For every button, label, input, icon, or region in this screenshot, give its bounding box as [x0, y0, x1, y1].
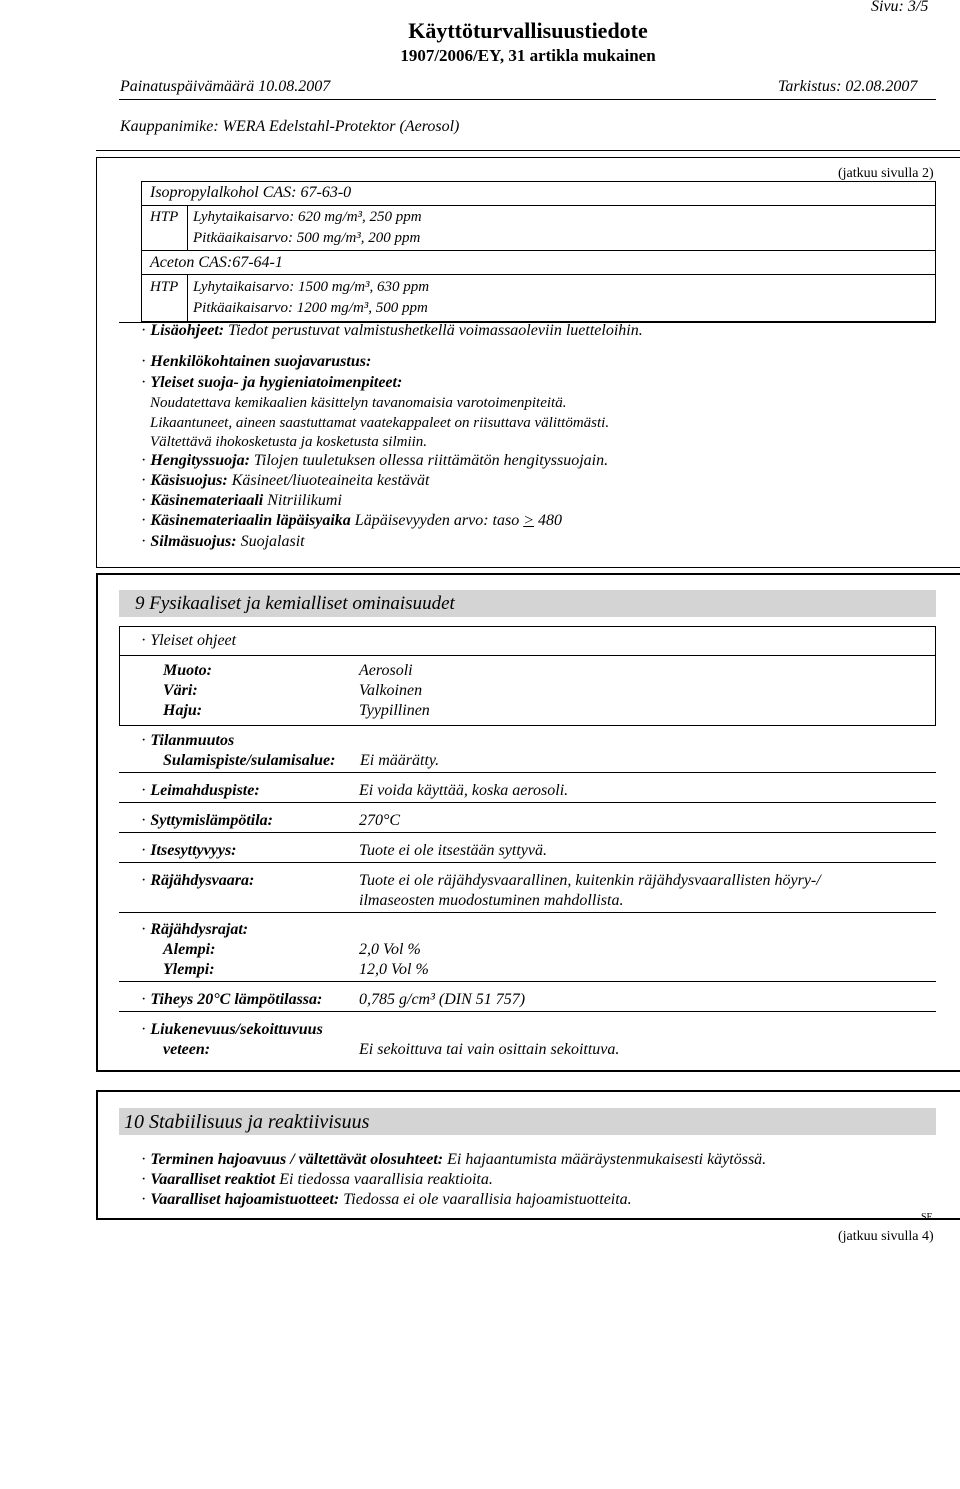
- divider: [119, 981, 936, 982]
- document-subtitle: 1907/2006/EY, 31 artikla mukainen: [400, 46, 656, 65]
- hajoamis-label: Vaaralliset hajoamistuotteet:: [150, 1191, 340, 1208]
- lapaisy-text: Läpäisevyyden arvo: taso: [354, 512, 520, 529]
- divider: [119, 912, 936, 913]
- table-divider: [141, 250, 936, 251]
- bullet: ·: [141, 452, 147, 469]
- muoto-label: Muoto:: [163, 662, 212, 679]
- bullet: ·: [141, 1171, 147, 1188]
- greater-equal-symbol: >: [523, 512, 534, 529]
- divider: [119, 655, 936, 656]
- sytty-line: [141, 811, 273, 831]
- sytty-label: Syttymislämpötila:: [150, 812, 273, 829]
- hajoamis-text: Tiedossa ei ole vaarallisia hajoamistuotteita.: [343, 1191, 632, 1208]
- reaktiot-text: Ei tiedossa vaarallisia reaktioita.: [279, 1171, 493, 1188]
- silma-text: Suojalasit: [240, 533, 305, 550]
- itse-value: Tuote ei ole itsestään syttyvä.: [359, 842, 547, 859]
- bullet: ·: [141, 812, 147, 829]
- lisaohjeet-label: Lisäohjeet:: [150, 322, 225, 339]
- bullet: ·: [141, 353, 147, 370]
- tiheys-value: 0,785 g/cm³ (DIN 51 757): [359, 991, 526, 1008]
- yleiset-ohjeet-label: Yleiset ohjeet: [150, 632, 237, 649]
- bullet: ·: [141, 512, 147, 529]
- divider: [119, 862, 936, 863]
- section9-title: 9 Fysikaaliset ja kemialliset ominaisuudet: [135, 593, 455, 614]
- aceton-code: HTP: [150, 279, 179, 295]
- liukenevuus-value: Ei sekoittuva tai vain osittain sekoittuva.: [359, 1041, 620, 1058]
- table-divider: [141, 274, 936, 275]
- table-col-divider: [187, 275, 188, 321]
- document-title: Käyttöturvallisuustiedote: [408, 18, 648, 43]
- tiheys-label: Tiheys 20°C lämpötilassa:: [150, 991, 323, 1008]
- isopropyl-code: HTP: [150, 209, 179, 225]
- rajahdys-value: Tuote ei ole räjähdysvaarallinen, kuitenkin räjähdysvaarallisten höyry-/: [359, 872, 821, 889]
- kasi-text: Käsineet/liuoteaineita kestävät: [231, 472, 430, 489]
- haju-value: Tyypillinen: [359, 702, 430, 719]
- page-number: Sivu: 3/5: [871, 0, 929, 15]
- kasimat-line: [141, 491, 342, 511]
- divider: [119, 1011, 936, 1012]
- section10-title: 10 Stabiilisuus ja reaktiivisuus: [124, 1111, 370, 1133]
- rajahdys-line: [141, 871, 254, 891]
- sytty-value: 270°C: [359, 812, 401, 829]
- header-divider: [119, 99, 936, 100]
- hajoamis-line: [141, 1190, 632, 1210]
- rajahdys-label: Räjähdysvaara:: [150, 872, 255, 889]
- hengitys-text: Tilojen tuuletuksen ollessa riittämätön hengityssuojain.: [253, 452, 609, 469]
- alempi-label: Alempi:: [163, 941, 216, 958]
- yleiset-ohjeet-box: [119, 626, 936, 726]
- terminen-line: [141, 1150, 766, 1170]
- reaktiot-label: Vaaralliset reaktiot: [150, 1171, 276, 1188]
- continued-to: (jatkuu sivulla 4): [838, 1229, 934, 1244]
- bullet: ·: [141, 472, 147, 489]
- kasimat-label: Käsinemateriaali: [150, 492, 264, 509]
- divider: [119, 832, 936, 833]
- terminen-label: Terminen hajoavuus / vältettävät olosuhteet:: [150, 1151, 444, 1168]
- lisaohjeet-line: [141, 321, 643, 341]
- vari-label: Väri:: [163, 682, 198, 699]
- lapaisy-label: Käsinemateriaalin läpäisyaika: [150, 512, 351, 529]
- sulamis-value: Ei määrätty.: [360, 752, 440, 769]
- kasimat-text: Nitriilikumi: [267, 492, 342, 509]
- henkilo-line: [141, 352, 371, 372]
- yleiset-text-line: Vältettävä ihokosketusta ja kosketusta silmiin.: [150, 434, 428, 450]
- itse-label: Itsesyttyvyys:: [150, 842, 237, 859]
- bullet: ·: [141, 991, 147, 1008]
- henkilo-label: Henkilökohtainen suojavarustus:: [150, 353, 372, 370]
- yleiset-text-line: Likaantuneet, aineen saastuttamat vaatekappaleet on riisuttava välittömästi.: [150, 415, 610, 431]
- divider: [119, 772, 936, 773]
- hengitys-line: [141, 451, 608, 471]
- table-divider: [141, 205, 936, 206]
- yleiset-line: [141, 373, 402, 393]
- bullet: ·: [141, 1021, 147, 1038]
- divider: [119, 802, 936, 803]
- lapaisy-value: 480: [538, 512, 562, 529]
- rajat-label: Räjähdysrajat:: [150, 921, 249, 938]
- continued-from: (jatkuu sivulla 2): [838, 166, 934, 181]
- bullet: ·: [141, 374, 147, 391]
- kasi-label: Käsisuojus:: [150, 472, 228, 489]
- tiheys-line: [141, 990, 322, 1010]
- leima-label: Leimahduspiste:: [150, 782, 260, 799]
- alempi-value: 2,0 Vol %: [359, 941, 421, 958]
- reaktiot-line: [141, 1170, 493, 1190]
- bullet: ·: [141, 492, 147, 509]
- haju-label: Haju:: [163, 702, 203, 719]
- bullet: ·: [141, 782, 147, 799]
- terminen-text: Ei hajaantumista määräystenmukaisesti käytössä.: [447, 1151, 767, 1168]
- isopropyl-short-limit: Lyhytaikaisarvo: 620 mg/m³, 250 ppm: [193, 209, 422, 225]
- yleiset-text-line: Noudatettava kemikaalien käsittelyn tavanomaisia varotoimenpiteitä.: [150, 395, 567, 411]
- bullet: ·: [141, 1191, 147, 1208]
- aceton-short-limit: Lyhytaikaisarvo: 1500 mg/m³, 630 ppm: [193, 279, 430, 295]
- bullet: ·: [141, 1151, 147, 1168]
- bullet: ·: [141, 632, 147, 649]
- table-col-divider: [187, 206, 188, 250]
- isopropyl-title: Isopropylalkohol CAS: 67-63-0: [150, 184, 352, 201]
- ylempi-label: Ylempi:: [163, 961, 215, 978]
- revision-date: Tarkistus: 02.08.2007: [778, 78, 918, 95]
- muoto-value: Aerosoli: [359, 662, 413, 679]
- bullet: ·: [141, 921, 147, 938]
- yleiset-label: Yleiset suoja- ja hygieniatoimenpiteet:: [150, 374, 403, 391]
- bullet: ·: [141, 732, 147, 749]
- tilanmuutos-label: Tilanmuutos: [150, 732, 235, 749]
- isopropyl-long-limit: Pitkäaikaisarvo: 500 mg/m³, 200 ppm: [193, 230, 421, 246]
- trade-name: Kauppanimike: WERA Edelstahl-Protektor (Aerosol): [120, 118, 460, 135]
- lisaohjeet-text: Tiedot perustuvat valmistushetkellä voimassaoleviin luetteloihin.: [228, 322, 643, 339]
- kasi-line: [141, 471, 429, 491]
- silma-label: Silmäsuojus:: [150, 533, 237, 550]
- print-date: Painatuspäivämäärä 10.08.2007: [120, 78, 331, 95]
- liukenevuus-label-cont: veteen:: [163, 1041, 211, 1058]
- leima-line: [141, 781, 260, 801]
- bullet: ·: [141, 842, 147, 859]
- leima-value: Ei voida käyttää, koska aerosoli.: [359, 782, 569, 799]
- silma-line: [141, 532, 305, 552]
- sulamis-label: Sulamispiste/sulamisalue:: [163, 752, 336, 769]
- ylempi-value: 12,0 Vol %: [359, 961, 429, 978]
- rajat-line: [141, 920, 248, 940]
- header-divider-bottom: [96, 150, 960, 151]
- tilanmuutos-line: [141, 731, 234, 751]
- bullet: ·: [141, 872, 147, 889]
- itse-line: [141, 841, 237, 861]
- language-code: SF: [921, 1212, 933, 1223]
- aceton-long-limit: Pitkäaikaisarvo: 1200 mg/m³, 500 ppm: [193, 300, 428, 316]
- vari-value: Valkoinen: [359, 682, 423, 699]
- bullet: ·: [141, 533, 147, 550]
- liukenevuus-line: [141, 1020, 323, 1040]
- liukenevuus-label: Liukenevuus/sekoittuvuus: [150, 1021, 323, 1038]
- bullet: ·: [141, 322, 147, 339]
- hengitys-label: Hengityssuoja:: [150, 452, 250, 469]
- rajahdys-value-cont: ilmaseosten muodostuminen mahdollista.: [359, 892, 624, 909]
- lapaisy-line: [141, 511, 562, 531]
- yleiset-ohjeet-line: [141, 631, 236, 651]
- aceton-title: Aceton CAS:67-64-1: [150, 254, 283, 271]
